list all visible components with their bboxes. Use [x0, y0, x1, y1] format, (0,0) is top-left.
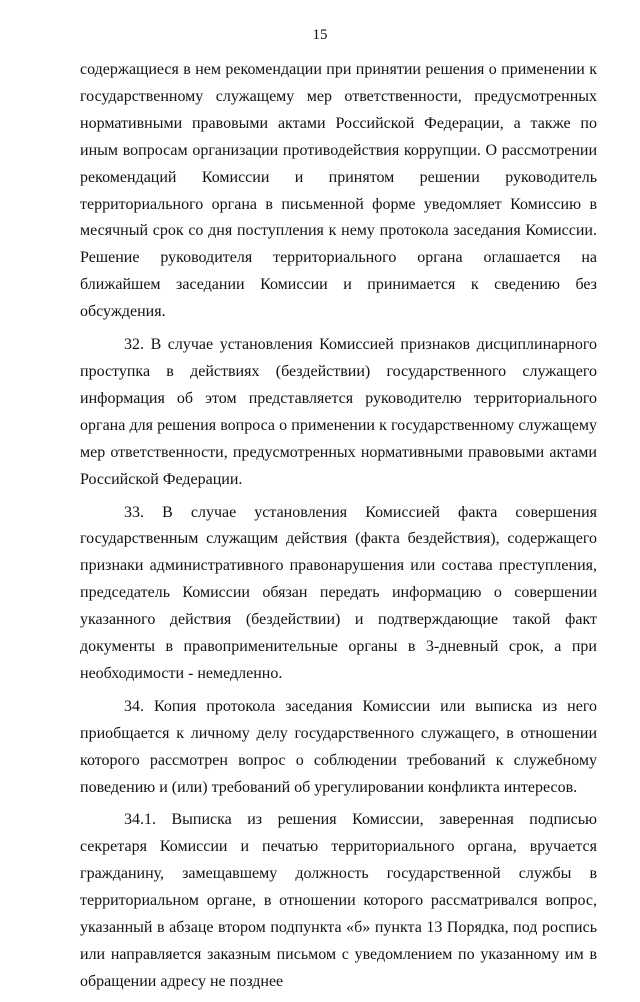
paragraph-34-1: 34.1. Выписка из решения Комиссии, заверенная подписью секретаря Комиссии и печатью территориального органа, вручается гражданину, замещавшему должность государственной службы в территориальном органе, в отношении которого рассматривался вопрос, указанный в абзаце втором подпункта «б» пункта 13 Порядка, под роспись или направляется заказным письмом с уведомлением по указанному им в обращении адресу не позднее — [80, 811, 597, 990]
paragraph-34: 34. Копия протокола заседания Комиссии или выписка из него приобщается к личному делу государственного служащего, в отношении которого рассмотрен вопрос о соблюдении требований к служебному поведению и (или) требований об урегулировании конфликта интересов. — [80, 697, 597, 796]
paragraph-continuation: содержащиеся в нем рекомендации при принятии решения о применении к государственному служащему мер ответственности, предусмотренных нормативными правовыми актами Российской Федерации, а также по иным вопросам организации противодействия коррупции. О рассмотрении рекомендаций Комиссии и принятом решении руководитель территориального органа в письменной форме уведомляет Комиссию в месячный срок со дня поступления к нему протокола заседания Комиссии. Решение руководителя территориального органа оглашается на ближайшем заседании Комиссии и принимается к сведению без обсуждения. — [80, 61, 597, 321]
document-body — [80, 57, 597, 1002]
paragraph-32: 32. В случае установления Комиссией признаков дисциплинарного проступка в действиях (бездействии) государственного служащего информация об этом представляется руководителю территориального органа для решения вопроса о применении к государственному служащему мер ответственности, предусмотренных нормативными правовыми актами Российской Федерации. — [80, 336, 597, 488]
paragraph-33: 33. В случае установления Комиссией факта совершения государственным служащим действия (факта бездействия), содержащего признаки административного правонарушения или состава преступления, председатель Комиссии обязан передать информацию о совершении указанного действия (бездействии) и подтверждающие такой факт документы в правоприменительные органы в 3-дневный срок, а при необходимости - немедленно. — [80, 503, 597, 682]
page-number: 15 — [312, 27, 328, 43]
